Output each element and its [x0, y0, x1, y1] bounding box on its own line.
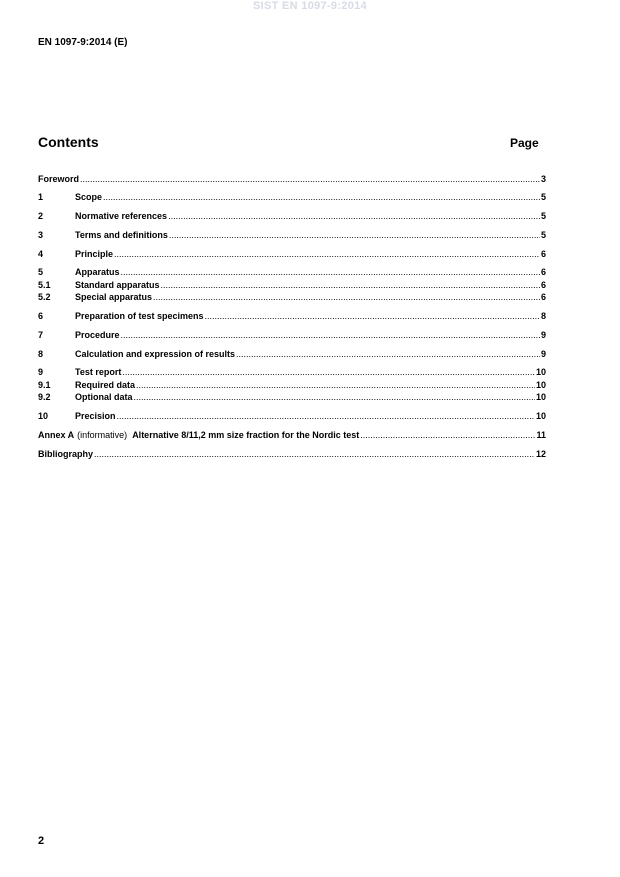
- toc-leader: [161, 280, 540, 291]
- toc-leader: [94, 449, 535, 460]
- toc-page: 5: [540, 211, 546, 221]
- toc-leader: [121, 330, 540, 341]
- toc-page: 11: [536, 430, 546, 440]
- toc-leader: [103, 192, 540, 203]
- toc-entry-normative-references[interactable]: [38, 211, 546, 222]
- document-id: EN 1097-9:2014 (E): [38, 37, 128, 48]
- toc-page: 5: [540, 230, 546, 240]
- toc-leader: [153, 292, 540, 303]
- toc-title: Annex A: [38, 430, 75, 440]
- toc-number: 4: [38, 249, 44, 259]
- toc-title: Standard apparatus: [75, 280, 160, 290]
- toc-leader: [360, 430, 535, 441]
- toc-entry-terms-definitions[interactable]: [38, 230, 546, 241]
- toc-page: 6: [540, 249, 546, 259]
- toc-leader: [122, 367, 535, 378]
- toc-title: Normative references: [75, 211, 168, 221]
- toc-title: Bibliography: [38, 449, 94, 459]
- toc-number: 5: [38, 267, 44, 277]
- toc-page: 10: [535, 380, 546, 390]
- toc-page: 10: [535, 392, 546, 402]
- toc-page: 6: [540, 267, 546, 277]
- toc-title: Scope: [75, 192, 103, 202]
- toc-entry-preparation[interactable]: [38, 311, 546, 322]
- toc-entry-test-report[interactable]: [38, 367, 546, 378]
- toc-informative-label: (informative): [77, 430, 128, 440]
- page-column-heading: Page: [510, 136, 539, 150]
- toc-leader: [114, 249, 540, 260]
- toc-title: Preparation of test specimens: [75, 311, 204, 321]
- toc-page: 6: [540, 280, 546, 290]
- toc-page: 10: [535, 411, 546, 421]
- toc-leader: [134, 392, 535, 403]
- toc-number: 5.2: [38, 292, 51, 302]
- toc-number: 10: [38, 411, 49, 421]
- toc-entry-calculation[interactable]: [38, 349, 546, 360]
- toc-number: 3: [38, 230, 44, 240]
- toc-title: Test report: [75, 367, 122, 377]
- toc-leader: [136, 380, 535, 391]
- toc-title: Optional data: [75, 392, 133, 402]
- toc-page: 10: [535, 367, 546, 377]
- toc-number: 5.1: [38, 280, 51, 290]
- toc-page: 5: [540, 192, 546, 202]
- toc-title: Calculation and expression of results: [75, 349, 236, 359]
- toc-number: 6: [38, 311, 44, 321]
- toc-number: 9.2: [38, 392, 51, 402]
- toc-leader: [117, 411, 535, 422]
- toc-number: 9: [38, 367, 44, 377]
- toc-entry-required-data[interactable]: [38, 380, 546, 391]
- toc-title: Terms and definitions: [75, 230, 168, 240]
- toc-title: Principle: [75, 249, 114, 259]
- toc-title: Procedure: [75, 330, 120, 340]
- toc-page: 9: [540, 349, 546, 359]
- toc-title: Precision: [75, 411, 116, 421]
- toc-entry-bibliography[interactable]: [38, 449, 546, 460]
- toc-page: 8: [540, 311, 546, 321]
- toc-title: Foreword: [38, 174, 80, 184]
- toc-page: 3: [540, 174, 546, 184]
- toc-leader: [168, 211, 540, 222]
- toc-number: 9.1: [38, 380, 51, 390]
- toc-title: Special apparatus: [75, 292, 153, 302]
- toc-page: 6: [540, 292, 546, 302]
- toc-entry-principle[interactable]: [38, 249, 546, 260]
- toc-annex-title: Alternative 8/11,2 mm size fraction for the Nordic test: [132, 430, 360, 440]
- toc-entry-optional-data[interactable]: [38, 392, 546, 403]
- toc-page: 12: [535, 449, 546, 459]
- toc-leader: [205, 311, 540, 322]
- toc-leader: [121, 267, 540, 278]
- toc-leader: [80, 174, 540, 185]
- toc-page: 9: [540, 330, 546, 340]
- toc-entry-apparatus[interactable]: [38, 267, 546, 278]
- page-number: 2: [38, 835, 45, 847]
- toc-entry-precision[interactable]: [38, 411, 546, 422]
- toc-title: Apparatus: [75, 267, 120, 277]
- toc-entry-scope[interactable]: [38, 192, 546, 203]
- contents-heading: Contents: [38, 134, 99, 150]
- toc-leader: [236, 349, 540, 360]
- toc-entry-foreword[interactable]: [38, 174, 546, 185]
- toc-leader: [169, 230, 540, 241]
- toc-number: 8: [38, 349, 44, 359]
- toc-entry-annex-a[interactable]: [38, 430, 546, 441]
- toc-number: 1: [38, 192, 44, 202]
- toc-number: 7: [38, 330, 44, 340]
- toc-number: 2: [38, 211, 44, 221]
- toc-entry-procedure[interactable]: [38, 330, 546, 341]
- toc-entry-special-apparatus[interactable]: [38, 292, 546, 303]
- toc-title: Required data: [75, 380, 136, 390]
- toc-entry-standard-apparatus[interactable]: [38, 280, 546, 291]
- watermark: SIST EN 1097-9:2014: [253, 0, 367, 12]
